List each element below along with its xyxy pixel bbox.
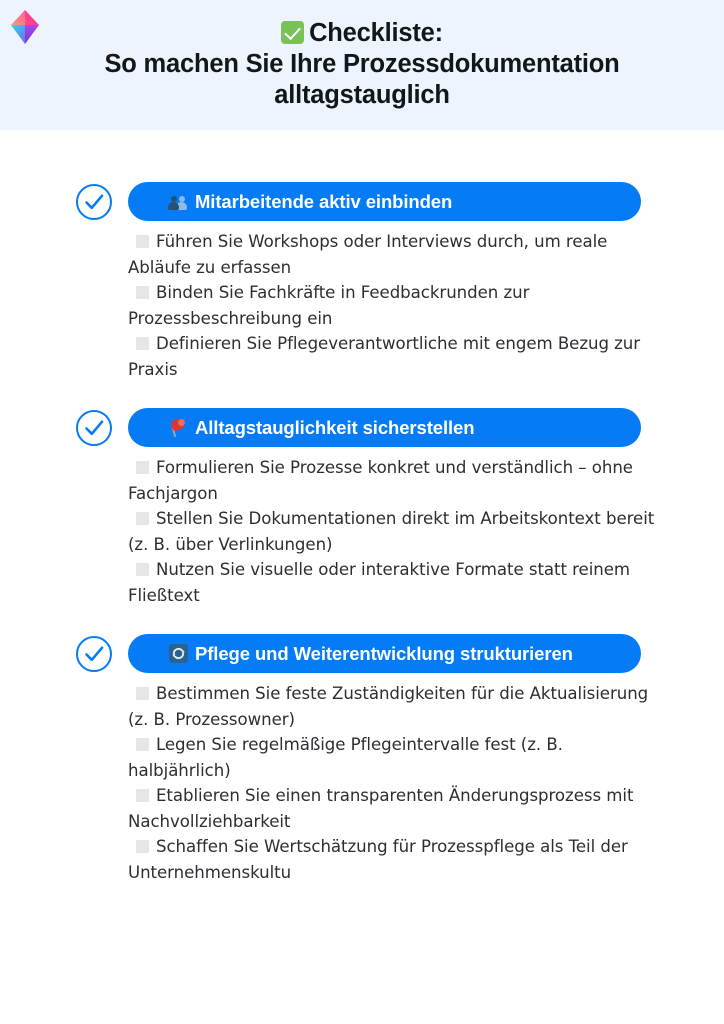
list-item-label: Legen Sie regelmäßige Pflegeintervalle fest (z. B. halbjährlich): [128, 735, 563, 780]
checkbox-icon[interactable]: [136, 461, 149, 474]
checkbox-icon[interactable]: [136, 235, 149, 248]
list-item: [128, 229, 664, 280]
list-item-label: Definieren Sie Pflegeverantwortliche mit engem Bezug zur Praxis: [128, 334, 641, 379]
section-body-2: [128, 455, 664, 608]
list-item-label: Stellen Sie Dokumentationen direkt im Arbeitskontext bereit (z. B. über Verlinkungen): [128, 509, 655, 554]
white-heavy-check-mark-icon: [281, 21, 304, 44]
page-title-text-1: Checkliste:: [309, 19, 443, 47]
checklist-content: [0, 130, 724, 885]
section-title-3: Pflege und Weiterentwicklung strukturieren: [195, 642, 573, 664]
list-item-label: Binden Sie Fachkräfte in Feedbackrunden zur Prozessbeschreibung ein: [128, 283, 530, 328]
checkbox-icon[interactable]: [136, 512, 149, 525]
list-item-label: Schaffen Sie Wertschätzung für Prozesspflege als Teil der Unternehmenskultu: [128, 837, 628, 882]
section-body-3: [128, 681, 664, 885]
page-title-line-3: alltagstauglich: [274, 81, 450, 109]
checkbox-icon[interactable]: [136, 563, 149, 576]
list-item-label: Nutzen Sie visuelle oder interaktive Formate statt reinem Fließtext: [128, 560, 631, 605]
checklist-section-1: [0, 182, 724, 382]
check-circle-icon: [74, 182, 114, 222]
section-header-3[interactable]: [128, 634, 641, 673]
checkbox-icon[interactable]: [136, 286, 149, 299]
diamond-logo: [8, 8, 42, 46]
pushpin-icon: [168, 418, 188, 438]
section-header-1[interactable]: [128, 182, 641, 221]
checklist-section-3: [0, 634, 724, 885]
list-item-label: Formulieren Sie Prozesse konkret und verständlich – ohne Fachjargon: [128, 458, 633, 503]
check-circle-icon: [74, 408, 114, 448]
page-title-line-1: [55, 18, 669, 49]
section-header-2[interactable]: [128, 408, 641, 447]
counterclockwise-arrows-icon: [168, 644, 188, 664]
list-item: [128, 280, 664, 331]
checkbox-icon[interactable]: [136, 840, 149, 853]
list-item: [128, 783, 664, 834]
list-item: [128, 331, 664, 382]
list-item: [128, 557, 664, 608]
check-circle-icon: [74, 634, 114, 674]
list-item: [128, 506, 664, 557]
checklist-section-2: [0, 408, 724, 608]
section-body-1: [128, 229, 664, 382]
list-item: [128, 732, 664, 783]
page-title-line-2: So machen Sie Ihre Prozessdokumentation: [104, 50, 620, 78]
list-item: [128, 834, 664, 885]
checkbox-icon[interactable]: [136, 738, 149, 751]
checkbox-icon[interactable]: [136, 687, 149, 700]
section-title-2: Alltagstauglichkeit sicherstellen: [195, 416, 475, 438]
section-title-1: Mitarbeitende aktiv einbinden: [195, 190, 453, 212]
page-title: [0, 18, 724, 111]
page-header-band: [0, 0, 724, 130]
checkbox-icon[interactable]: [136, 337, 149, 350]
busts-in-silhouette-icon: [168, 192, 188, 212]
list-item: [128, 681, 664, 732]
list-item-label: Führen Sie Workshops oder Interviews durch, um reale Abläufe zu erfassen: [128, 232, 608, 277]
list-item: [128, 455, 664, 506]
list-item-label: Etablieren Sie einen transparenten Änderungsprozess mit Nachvollziehbarkeit: [128, 786, 634, 831]
list-item-label: Bestimmen Sie feste Zuständigkeiten für die Aktualisierung (z. B. Prozessowner): [128, 684, 649, 729]
checkbox-icon[interactable]: [136, 789, 149, 802]
